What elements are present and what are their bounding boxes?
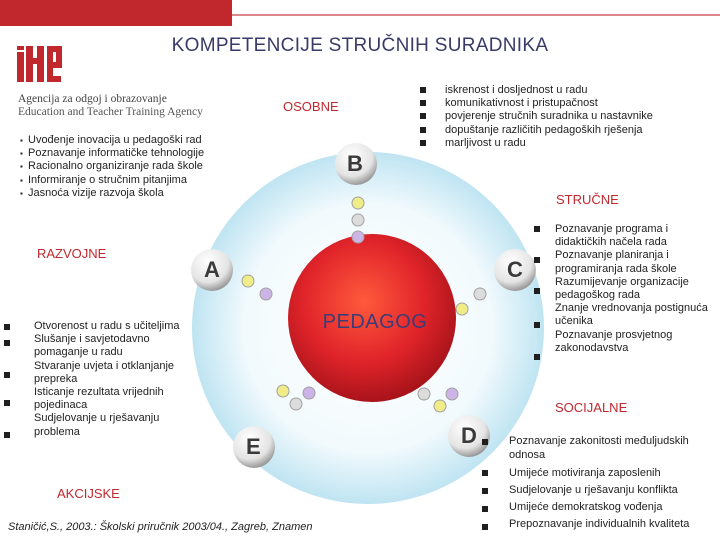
list-item: Sudjelovanje u rješavanju problema (34, 412, 160, 438)
agency-name-hr: Agencija za odgoj i obrazovanje (18, 93, 167, 105)
list-item: Stvaranje uvjeta i otklanjanje prepreka (34, 359, 175, 385)
connector-dot (474, 288, 486, 300)
list-item: Umijeće demokratskog vođenja (509, 501, 663, 513)
center-label: PEDAGOG (322, 311, 428, 333)
list-item: Poznavanje planiranja i programiranja rada škole (555, 249, 677, 275)
list-item: Sudjelovanje u rješavanju konflikta (509, 484, 678, 496)
socijalne-heading: SOCIJALNE (555, 400, 628, 415)
list-item: iskrenost i dosljednost u radu (420, 84, 720, 97)
akcijske-heading: AKCIJSKE (57, 486, 120, 501)
osobne-list (420, 84, 720, 150)
list-item: ▪ Poznavanje informatičke tehnologije (20, 147, 250, 160)
list-item: ▪ Informiranje o stručnim pitanjima (20, 174, 250, 187)
node-e-label: E (246, 434, 261, 459)
connector-dot (434, 400, 446, 412)
list-item: komunikativnost i pristupačnost (420, 97, 720, 110)
connector-dot (446, 388, 458, 400)
list-item: povjerenje stručnih suradnika u nastavnike (420, 110, 720, 123)
list-item: Poznavanje programa i didaktičkih načela rada (555, 223, 669, 249)
connector-dot (352, 214, 364, 226)
connector-dot (418, 388, 430, 400)
list-item: Znanje vrednovanja postignuća učenika (555, 302, 708, 328)
connector-dot (352, 231, 364, 243)
connector-dot (277, 385, 289, 397)
page-title: KOMPETENCIJE STRUČNIH SURADNIKA (171, 35, 549, 56)
list-item: ▪ Jasnoća vizije razvoja škola (20, 187, 250, 200)
strucne-heading: STRUČNE (556, 192, 619, 207)
connector-dot (242, 275, 254, 287)
list-item: Otvorenost u radu s učiteljima (34, 320, 180, 332)
list-item: Poznavanje prosvjetnog zakonodavstva (555, 328, 673, 354)
socijalne-list (480, 434, 716, 533)
node-d-label: D (461, 423, 477, 448)
list-item: Slušanje i savjetodavno pomaganje u radu (34, 333, 150, 359)
node-a-label: A (204, 257, 220, 282)
akcijske-list (4, 320, 194, 439)
list-item: ▪ Uvođenje inovacija u pedagoški rad (20, 134, 250, 147)
razvojne-heading: RAZVOJNE (37, 246, 107, 261)
node-c-label: C (507, 257, 523, 282)
connector-dot (260, 288, 272, 300)
connector-dot (303, 387, 315, 399)
connector-dot (290, 398, 302, 410)
connector-dot (456, 303, 468, 315)
connector-dot (352, 197, 364, 209)
list-item: Prepoznavanje individualnih kvaliteta (509, 518, 690, 530)
strucne-list (530, 223, 715, 355)
razvojne-list (20, 134, 250, 200)
list-item: Umijeće motiviranja zaposlenih (509, 467, 661, 479)
list-item: Poznavanje zakonitosti međuljudskih odnosa (509, 435, 689, 461)
citation: Staničić,S., 2003.: Školski priručnik 2003/04., Zagreb, Znamen (8, 521, 313, 533)
list-item: marljivost u radu (420, 137, 720, 150)
list-item: ▪ Racionalno organiziranje rada škole (20, 160, 250, 173)
list-item: dopuštanje različitih pedagoških rješenja (420, 124, 720, 137)
list-item: Razumijevanje organizacije pedagoškog rada (555, 275, 689, 302)
agency-name-en: Education and Teacher Training Agency (18, 106, 203, 118)
node-b-label: B (347, 151, 363, 176)
osobne-heading: OSOBNE (283, 99, 339, 114)
list-item: Isticanje rezultata vrijednih pojedinaca (34, 386, 164, 412)
